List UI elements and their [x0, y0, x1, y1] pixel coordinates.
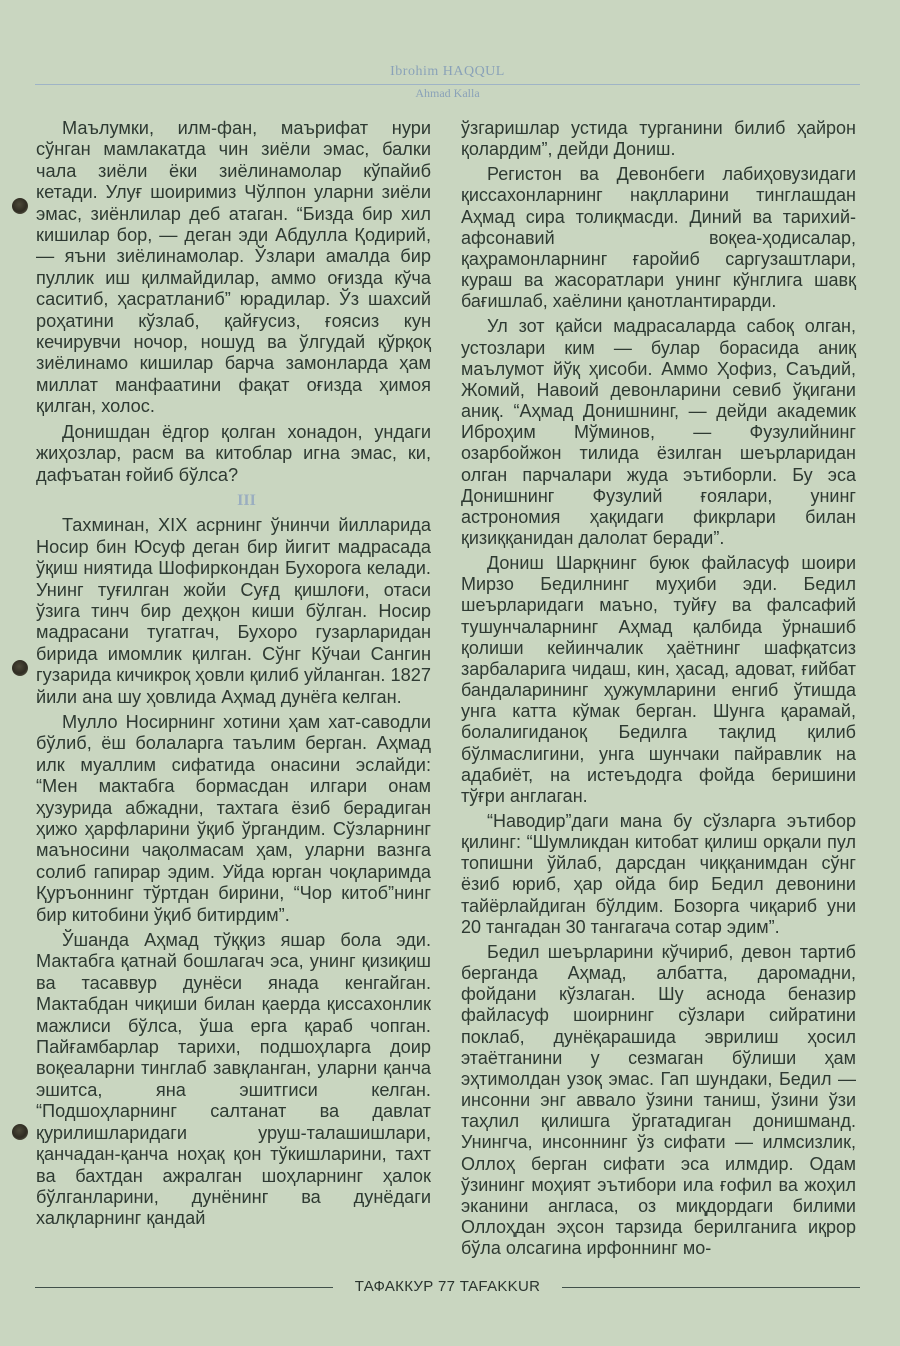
- paragraph: Ул зот қайси мадрасаларда сабоқ олган, устозлари ким — булар борасида аниқ маълумот йўқ ҳисоби. Аммо Ҳофиз, Саъдий, Жомий, Навоий девонларини севиб ўқигани аниқ. “Аҳмад Донишнинг, — дейди академик Иброҳим Мўминов, — Фузулийнинг озарбойжон тилида ёзилган шеърларидан олган парчалари жуда эътиборли. Бу эса Донишнинг Фузулий ғоялари, унинг астрономия ҳақидаги фикрлари билан қизиққанидан далолат беради”.: [461, 316, 856, 548]
- paragraph: Ўшанда Аҳмад тўққиз яшар бола эди. Мактабга қатнай бошлагач эса, унинг қизиқиш ва тасаввур дунёси янада кенгайган. Мактабдан чиқиши билан қаерда қиссахонлик мажлиси бўлса, ўша ерга қараб чопган. Пайғамбарлар тарихи, подшоҳларга доир воқеаларни тинглаб завқланган, уларни қанча эшитса, яна эшитгиси келган. “Подшоҳларнинг салтанат ва давлат қурилишларидаги уруш-талашишлари, қанчадан-қанча ноҳақ қон тўкишларини, тахт ва бахтдан ажралган шоҳларнинг ҳалок бўлганларини, дунёнинг ва дунёдаги халқларнинг қандай: [36, 930, 431, 1229]
- binding-hole: [12, 198, 28, 214]
- binding-hole: [12, 1124, 28, 1140]
- paragraph: Бедил шеърларини кўчириб, девон тартиб берганда Аҳмад, албатта, даромадни, фойдани кўзлаган. Шу аснода беназир файласуф шоирнинг сўзлари сийратини поклаб, дунёқарашида эврилиш ҳосил этаётганини у сезмаган бўлиши ҳам эҳтимолдан узоқ эмас. Гап шундаки, Бедил — инсонни энг аввало ўзини таниш, ўзини ўзи таҳлил қилишга ўргатадиган донишманд. Унингча, инсоннинг ўз сифати — илмсизлик, Оллоҳ берган сифати эса илмдир. Одам ўзининг моҳият эътибори ила ғофил ва жоҳил эканини англаса, оз миқдордаги билими Оллоҳдан эҳсон тарзида берилганига иқрор бўла олсагина ирфоннинг мо-: [461, 941, 856, 1259]
- paragraph: Маълумки, илм-фан, маърифат нури сўнган мамлакатда чин зиёли эмас, балки чала зиёли ёки зиёлинамолар кўпайиб кетади. Улуғ шоиримиз Чўлпон уларни зиёли эмас, зиёнлилар деб атаган. “Бизда бир хил кишилар бор, — деган эди Абдулла Қодирий, — яъни зиёлинамолар. Ўзлари амалда бир пуллик иш қилмайдилар, аммо оғизда кўча саситиб, ҳасратланиб” юрадилар. Ўз шахсий роҳатини кўзлаб, қайғусиз, ғоясиз кун кечирувчи ночор, ношуд ва ўлгудай қўрқоқ зиёлинамо кишилар барча замонларда ҳам миллат манфаатини фақат оғизда ҳимоя қилган, холос.: [36, 118, 431, 417]
- binding-hole: [12, 660, 28, 676]
- header-rule: [35, 84, 860, 85]
- paragraph: Тахминан, XIX асрнинг ўнинчи йилларида Носир бин Юсуф деган бир йигит мадрасада ўқиш ниятида Шофиркондан Бухорога келади. Унинг туғилган жойи Суғд қишлоғи, отаси ўзига тинч бир деҳқон киши бўлган. Носир мадрасани тугатгач, Бухоро гузарларидан бирида имомлик қилган. Сўнг Кўчаи Сангин гузарида кичикроқ ҳовли қилиб уйланган. 1827 йили ана шу ҳовлида Аҳмад дунёга келган.: [36, 515, 431, 707]
- left-column: [36, 118, 431, 1234]
- footer-folio: ТАФАККУР 77 TAFAKKUR: [354, 1278, 541, 1295]
- header-subtitle: Ahmad Kalla: [415, 86, 480, 100]
- header-author: Ibrohim HAQQUL: [390, 64, 505, 79]
- footer-rule-right: [562, 1287, 860, 1288]
- paragraph: Донишдан ёдгор қолган хонадон, ундаги жиҳозлар, расм ва китоблар игна эмас, ки, дафъатан ғойиб бўлса?: [36, 421, 431, 485]
- page-footer: [35, 1278, 860, 1298]
- paragraph: Мулло Носирнинг хотини ҳам хат-саводли бўлиб, ёш болаларга таълим берган. Аҳмад илк муаллим сифатида онасини эслайди: “Мен мактабга бормасдан илгари онам ҳузурида абжадни, тахтага ёзиб берадиган ҳижо ҳарфларини ўқиб ўргандим. Сўзларнинг маъносини чақолмасам ҳам, уларни вазнга солиб гапирар эдим. Уйда юрган чоқларимда Қуръоннинг тўртдан бирини, “Чор китоб”нинг бир китобини ўқиб битирдим”.: [36, 711, 431, 925]
- paragraph: Дониш Шарқнинг буюк файласуф шоири Мирзо Бедилнинг муҳиби эди. Бедил шеърларидаги маъно, туйғу ва фалсафий тушунчаларнинг Аҳмад қалбида ўрнашиб қолиши кейинчалик ҳаётнинг шафқатсиз зарбаларига чидаш, кин, ҳасад, адоват, ғийбат бандаларининг ҳужумларини енгиб ўтишда унга катта кўмак берган. Шунга қарамай, болалигиданоқ Бедилга тақлид қилиб бўлмаслигини, унга шунчаки пайравлик на адабиёт, на истеъдодга фойда беришини тўғри англаган.: [461, 553, 856, 806]
- running-header: [35, 62, 860, 102]
- paragraph: Регистон ва Девонбеги лабиҳовузидаги қиссахонларнинг нақлларини тинглашдан Аҳмад сира толиқмасди. Диний ва тарихий-афсонавий воқеа-ҳодисалар, қаҳрамонларнинг ғаройиб саргузаштлари, кураш ва жасоратлари унинг кўнглига шавқ бағишлаб, хаёлини қанотлантирарди.: [461, 164, 856, 312]
- paragraph: ўзгаришлар устида турганини билиб ҳайрон қолардим”, дейди Дониш.: [461, 118, 856, 160]
- right-column: [461, 118, 856, 1263]
- paragraph: “Наводир”даги мана бу сўзларга эътибор қилинг: “Шумликдан китобат қилиш орқали пул топишни ўйлаб, дарсдан чиққанимдан сўнг ёзиб юриб, ҳар ойда бир Бедил девонини тайёрлайдиган бўлдим. Бозорга чиқариб уни 20 тангадан 30 тангагача сотар эдим”.: [461, 811, 856, 937]
- section-mark: III: [237, 491, 256, 509]
